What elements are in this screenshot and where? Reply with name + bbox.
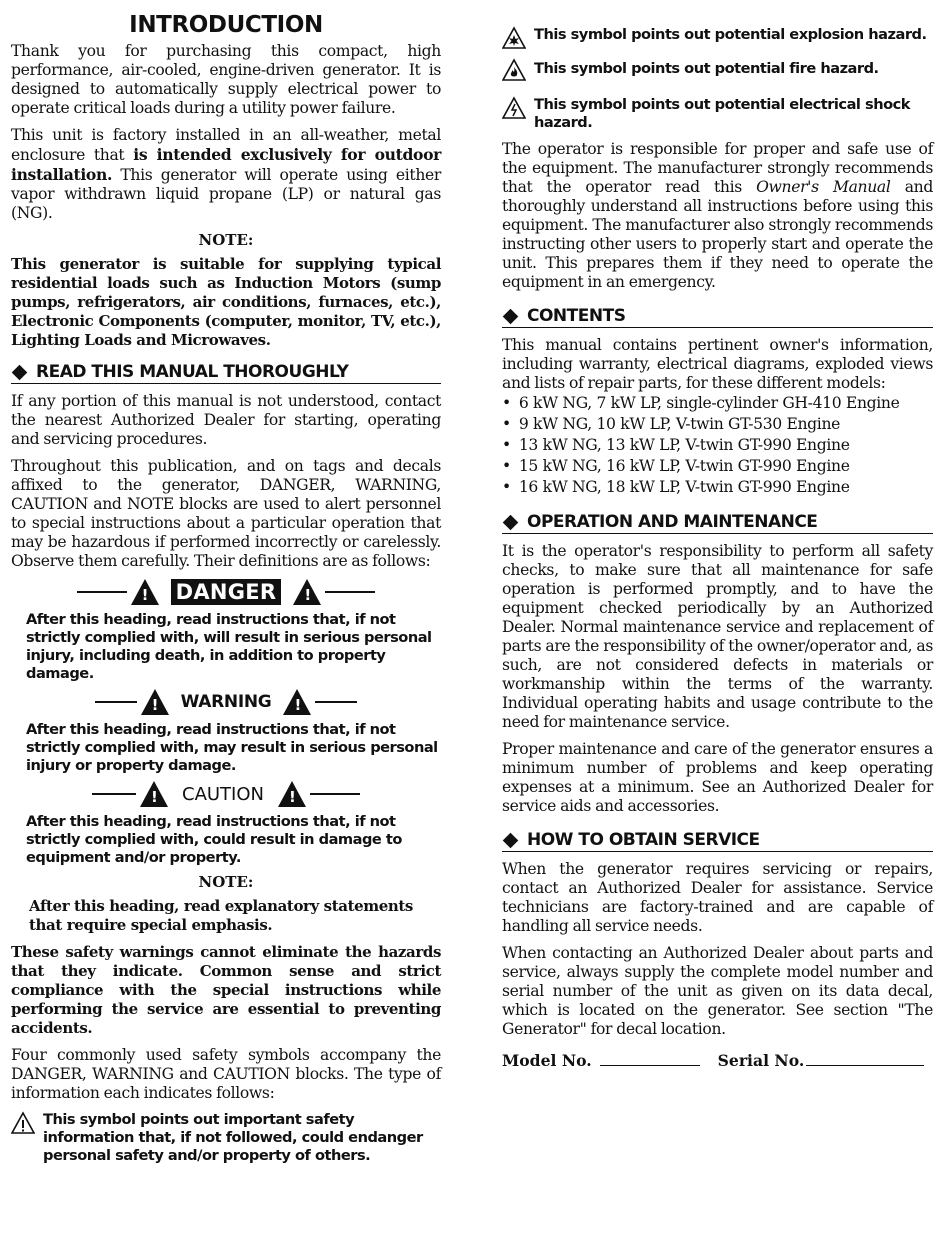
warning-banner <box>11 689 441 715</box>
operation-paragraph-1: It is the operator's responsibility to perform all safety checks, to make sure that all maintenance for safe operation is performed promptly, and to have the equipment checked periodically by an Authorized Dealer. Normal maintenance service and replacement of parts are the responsibility of the owner/operator and, as such, are not considered defects in materials or workmanship within the terms of the warranty. Individual operating habits and usage contribute to the need for maintenance service. <box>502 542 933 731</box>
danger-label: DANGER <box>171 579 282 605</box>
fire-symbol-entry <box>502 58 933 82</box>
safety-warnings-paragraph: These safety warnings cannot eliminate the hazards that they indicate. Common sense and strict compliance with the special instructions while performing the service are essential to preventing accidents. <box>11 943 441 1037</box>
page-title: INTRODUCTION <box>129 12 323 38</box>
section-heading-label: CONTENTS <box>527 306 626 326</box>
section-heading-contents <box>502 306 933 328</box>
diamond-bullet-icon <box>503 514 519 530</box>
danger-banner <box>11 579 441 605</box>
list-item: • 6 kW NG, 7 kW LP, single-cylinder GH-410 Engine <box>502 393 933 414</box>
safety-alert-icon <box>11 1111 35 1135</box>
operator-text-a: The operator is responsible for proper and safe use of the equipment. The manufacturer strongly recommends that the operator read this <box>502 140 933 196</box>
intro-paragraph: Thank you for purchasing this compact, high performance, air-cooled, engine-driven generator. It is designed to automatically supply electrical power to operate critical loads during a utility power failure. <box>11 42 441 117</box>
blocks-paragraph: Throughout this publication, and on tags and decals affixed to the generator, DANGER, WARNING, CAUTION and NOTE blocks are used to alert personnel to special instructions about a particular operation that may be hazardous if performed incorrectly or carelessly. Observe them carefully. Their definitions are as follows: <box>11 457 441 570</box>
warning-description: After this heading, read instructions that, if not strictly complied with, may result in serious personal injury or property damage. <box>26 721 438 774</box>
banner-rule <box>77 591 127 593</box>
read-manual-paragraph: If any portion of this manual is not understood, contact the nearest Authorized Dealer for starting, operating and servicing procedures. <box>11 392 441 448</box>
explosion-symbol-entry <box>502 26 933 50</box>
left-column <box>11 0 441 1173</box>
installation-text-bold: is intended exclusively for outdoor installation. <box>11 145 441 184</box>
warning-triangle-icon: ! <box>278 781 306 807</box>
explosion-symbol-text: This symbol points out potential explosion hazard. <box>534 26 927 43</box>
banner-rule <box>95 701 137 703</box>
section-heading-service <box>502 830 933 852</box>
caution-description: After this heading, read instructions that, if not strictly complied with, could result in damage to equipment and/or property. <box>26 813 402 866</box>
model-serial-fields <box>502 1051 933 1070</box>
right-column <box>502 26 933 1070</box>
diamond-bullet-icon <box>503 308 519 324</box>
diamond-bullet-icon <box>12 364 28 380</box>
owners-manual-title: Owner's Manual <box>756 178 891 196</box>
service-paragraph-1: When the generator requires servicing or repairs, contact an Authorized Dealer for assistance. Service technicians are factory-trained and are capable of handling all service needs. <box>502 860 933 935</box>
safety-symbol-text: This symbol points out important safety information that, if not followed, could endanger personal safety and/or property of others. <box>43 1111 423 1164</box>
serial-number-label: Serial No. <box>717 1051 805 1070</box>
list-item: • 13 kW NG, 13 kW LP, V-twin GT-990 Engine <box>502 435 933 456</box>
operator-text-c: and thoroughly understand all instructions before using this equipment. The manufacturer also strongly recommends instructing other users to properly start and operate the unit. This prepares them if they need to operate the equipment in an emergency. <box>502 178 933 291</box>
section-heading-operation <box>502 512 933 534</box>
installation-text-c: This generator will operate using either vapor withdrawn liquid propane (LP) or natural gas (NG). <box>11 166 441 222</box>
service-paragraph-2: When contacting an Authorized Dealer about parts and service, always supply the complete model number and serial number of the unit as given on its data decal, which is located on the generator. See section "The Generator" for decal location. <box>502 944 933 1038</box>
note-text: This generator is suitable for supplying typical residential loads such as Induction Motors (sump pumps, refrigerators, air conditions, furnaces, etc.), Electronic Components (computer, monitor, TV, etc.), Lighting Loads and Microwaves. <box>11 255 441 349</box>
explosion-hazard-icon <box>502 26 526 50</box>
section-heading-read-manual <box>11 362 441 384</box>
electric-shock-icon <box>502 96 526 120</box>
safety-symbol-entry <box>11 1111 441 1165</box>
section-heading-label: HOW TO OBTAIN SERVICE <box>527 830 760 850</box>
banner-rule <box>325 591 375 593</box>
diamond-bullet-icon <box>503 832 519 848</box>
models-list <box>502 393 933 498</box>
installation-text-a: This unit is factory installed in an all-weather, metal enclosure that <box>11 126 441 164</box>
list-item: • 9 kW NG, 10 kW LP, V-twin GT-530 Engine <box>502 414 933 435</box>
warning-label: WARNING <box>180 692 272 712</box>
warning-triangle-icon: ! <box>141 689 169 715</box>
banner-rule <box>315 701 357 703</box>
shock-symbol-entry <box>502 96 933 132</box>
model-number-field[interactable] <box>600 1051 700 1066</box>
list-item: • 16 kW NG, 18 kW LP, V-twin GT-990 Engine <box>502 477 933 498</box>
banner-rule <box>92 793 136 795</box>
shock-symbol-text: This symbol points out potential electrical shock hazard. <box>534 96 910 131</box>
fire-symbol-text: This symbol points out potential fire hazard. <box>534 60 879 77</box>
note2-text: After this heading, read explanatory statements that require special emphasis. <box>29 897 413 934</box>
model-number-label: Model No. <box>502 1051 592 1070</box>
contents-paragraph: This manual contains pertinent owner's information, including warranty, electrical diagrams, exploded views and lists of repair parts, for these different models: <box>502 336 933 392</box>
caution-banner <box>11 781 441 807</box>
banner-rule <box>310 793 360 795</box>
note2-heading: NOTE: <box>198 873 254 891</box>
fire-hazard-icon <box>502 58 526 82</box>
installation-paragraph <box>11 126 441 223</box>
warning-triangle-icon: ! <box>131 579 159 605</box>
danger-description: After this heading, read instructions that, if not strictly complied with, will result in serious personal injury, including death, in addition to property damage. <box>26 611 432 682</box>
warning-triangle-icon: ! <box>293 579 321 605</box>
section-heading-label: READ THIS MANUAL THOROUGHLY <box>36 362 349 382</box>
operator-responsibility-paragraph <box>502 140 933 292</box>
list-item: • 15 kW NG, 16 kW LP, V-twin GT-990 Engine <box>502 456 933 477</box>
caution-label: CAUTION <box>182 783 264 805</box>
warning-triangle-icon: ! <box>283 689 311 715</box>
section-heading-label: OPERATION AND MAINTENANCE <box>527 512 818 532</box>
symbols-intro-paragraph: Four commonly used safety symbols accompany the DANGER, WARNING and CAUTION blocks. The type of information each indicates follows: <box>11 1046 441 1102</box>
warning-triangle-icon: ! <box>140 781 168 807</box>
operation-paragraph-2: Proper maintenance and care of the generator ensures a minimum number of problems and keep operating expenses at a minimum. See an Authorized Dealer for service aids and accessories. <box>502 740 933 815</box>
note-heading: NOTE: <box>198 231 254 249</box>
serial-number-field[interactable] <box>806 1051 924 1066</box>
